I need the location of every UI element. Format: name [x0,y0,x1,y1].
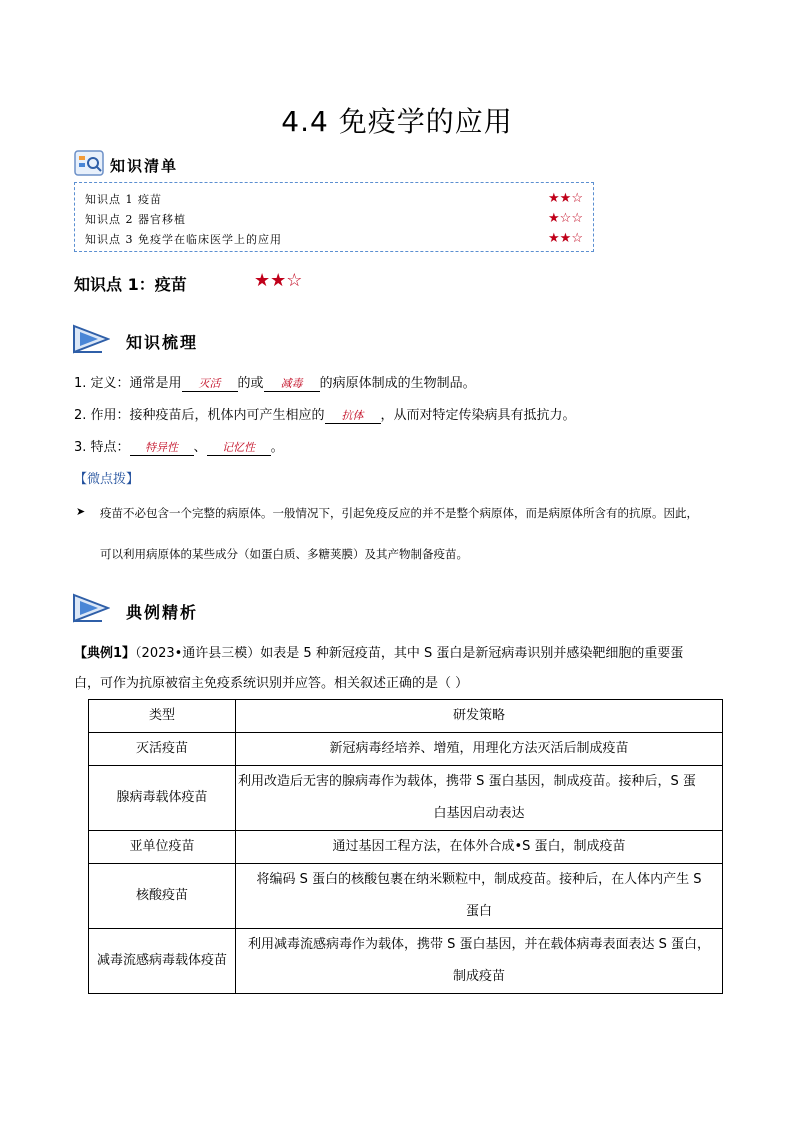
tip-label: 【微点拨】 [74,472,140,487]
text: 1. 定义：通常是用 [74,376,182,391]
text: 。 [270,440,284,455]
cell-line: 新冠病毒经培养、增殖，用理化方法灭活后制成疫苗 [329,741,629,756]
cell-line: 将编码 S 蛋白的核酸包裹在纳米颗粒中，制成疫苗。接种后，在人体内产生 S [256,872,702,887]
section-arrow-icon [72,322,110,356]
table-cell-strategy [236,929,723,994]
list-item-label: 知识点 1 疫苗 [85,193,162,206]
text: 、 [193,440,207,455]
cell-line: 利用改造后无害的腺病毒作为载体，携带 S 蛋白基因，制成疫苗。接种后，S 蛋 [238,774,696,789]
difficulty-stars: ★★☆ [548,191,583,206]
answer-blank: 特异性 [130,439,194,456]
text: 3. 特点： [74,440,130,455]
list-item [85,211,583,227]
question-label: 【典例1】 [74,646,136,661]
bullet-arrow-icon: ➤ [76,505,86,518]
list-item [85,191,583,207]
table-row [89,733,723,766]
question-line: 白，可作为抗原被宿主免疫系统识别并应答。相关叙述正确的是（ ） [74,676,469,691]
table-row [89,766,723,831]
table-row [89,831,723,864]
question-line [74,638,683,670]
table-cell-strategy [236,733,723,766]
answer-blank: 抗体 [325,407,381,424]
list-item-label: 知识点 2 器官移植 [85,213,186,226]
page-title: 4.4 免疫学的应用 [281,105,513,138]
table-cell-type: 灭活疫苗 [89,733,236,766]
cell-line: 白基因启动表达 [433,806,525,821]
table-cell-type: 腺病毒载体疫苗 [89,766,236,831]
table-header-row [89,700,723,733]
table-cell-type: 核酸疫苗 [89,864,236,929]
table-cell-type: 亚单位疫苗 [89,831,236,864]
list-item-label: 知识点 3 免疫学在临床医学上的应用 [85,233,282,246]
column-header: 类型 [89,700,236,733]
text: ，从而对特定传染病具有抵抗力。 [380,408,576,423]
table-cell-type: 减毒流感病毒载体疫苗 [89,929,236,994]
table-row [89,864,723,929]
question-text: （2023•通许县三模）如表是 5 种新冠疫苗，其中 S 蛋白是新冠病毒识别并感染靶细胞的重要蛋 [135,646,684,661]
table-cell-strategy [236,766,723,831]
section-header: 典例精析 [126,603,199,622]
column-header: 研发策略 [236,700,723,733]
section-header: 知识梳理 [126,333,199,352]
cell-line: 通过基因工程方法，在体外合成•S 蛋白，制成疫苗 [332,839,626,854]
answer-blank: 减毒 [264,375,320,392]
section-arrow-icon [72,591,110,625]
feature-line [74,436,284,456]
cell-line: 蛋白 [465,904,492,919]
table-cell-strategy [236,831,723,864]
tip-text: 可以利用病原体的某些成分（如蛋白质、多糖荚膜）及其产物制备疫苗。 [100,547,468,561]
table-row [89,929,723,994]
text: 的病原体制成的生物制品。 [319,376,476,391]
answer-blank: 灭活 [182,375,238,392]
section-title: 知识点 1：疫苗 [74,275,187,294]
definition-line [74,372,476,392]
cell-line: 利用减毒流感病毒作为载体，携带 S 蛋白基因，并在载体病毒表面表达 S 蛋白， [247,937,711,952]
text: 2. 作用：接种疫苗后，机体内可产生相应的 [74,408,325,423]
difficulty-stars: ★★☆ [548,231,583,246]
difficulty-stars: ★★☆ [254,270,303,291]
table-cell-strategy [236,864,723,929]
function-line [74,404,576,424]
list-item [85,231,583,247]
knowledge-list-icon [74,150,104,176]
cell-line: 制成疫苗 [452,969,505,984]
difficulty-stars: ★☆☆ [548,211,583,226]
text: 的或 [237,376,264,391]
knowledge-list-header: 知识清单 [110,157,179,175]
vaccine-table [88,699,723,994]
knowledge-list-box [74,182,594,252]
tip-text: 疫苗不必包含一个完整的病原体。一般情况下，引起免疫反应的并不是整个病原体，而是病原体所含有的抗原。因此， [100,506,698,520]
answer-blank: 记忆性 [207,439,271,456]
